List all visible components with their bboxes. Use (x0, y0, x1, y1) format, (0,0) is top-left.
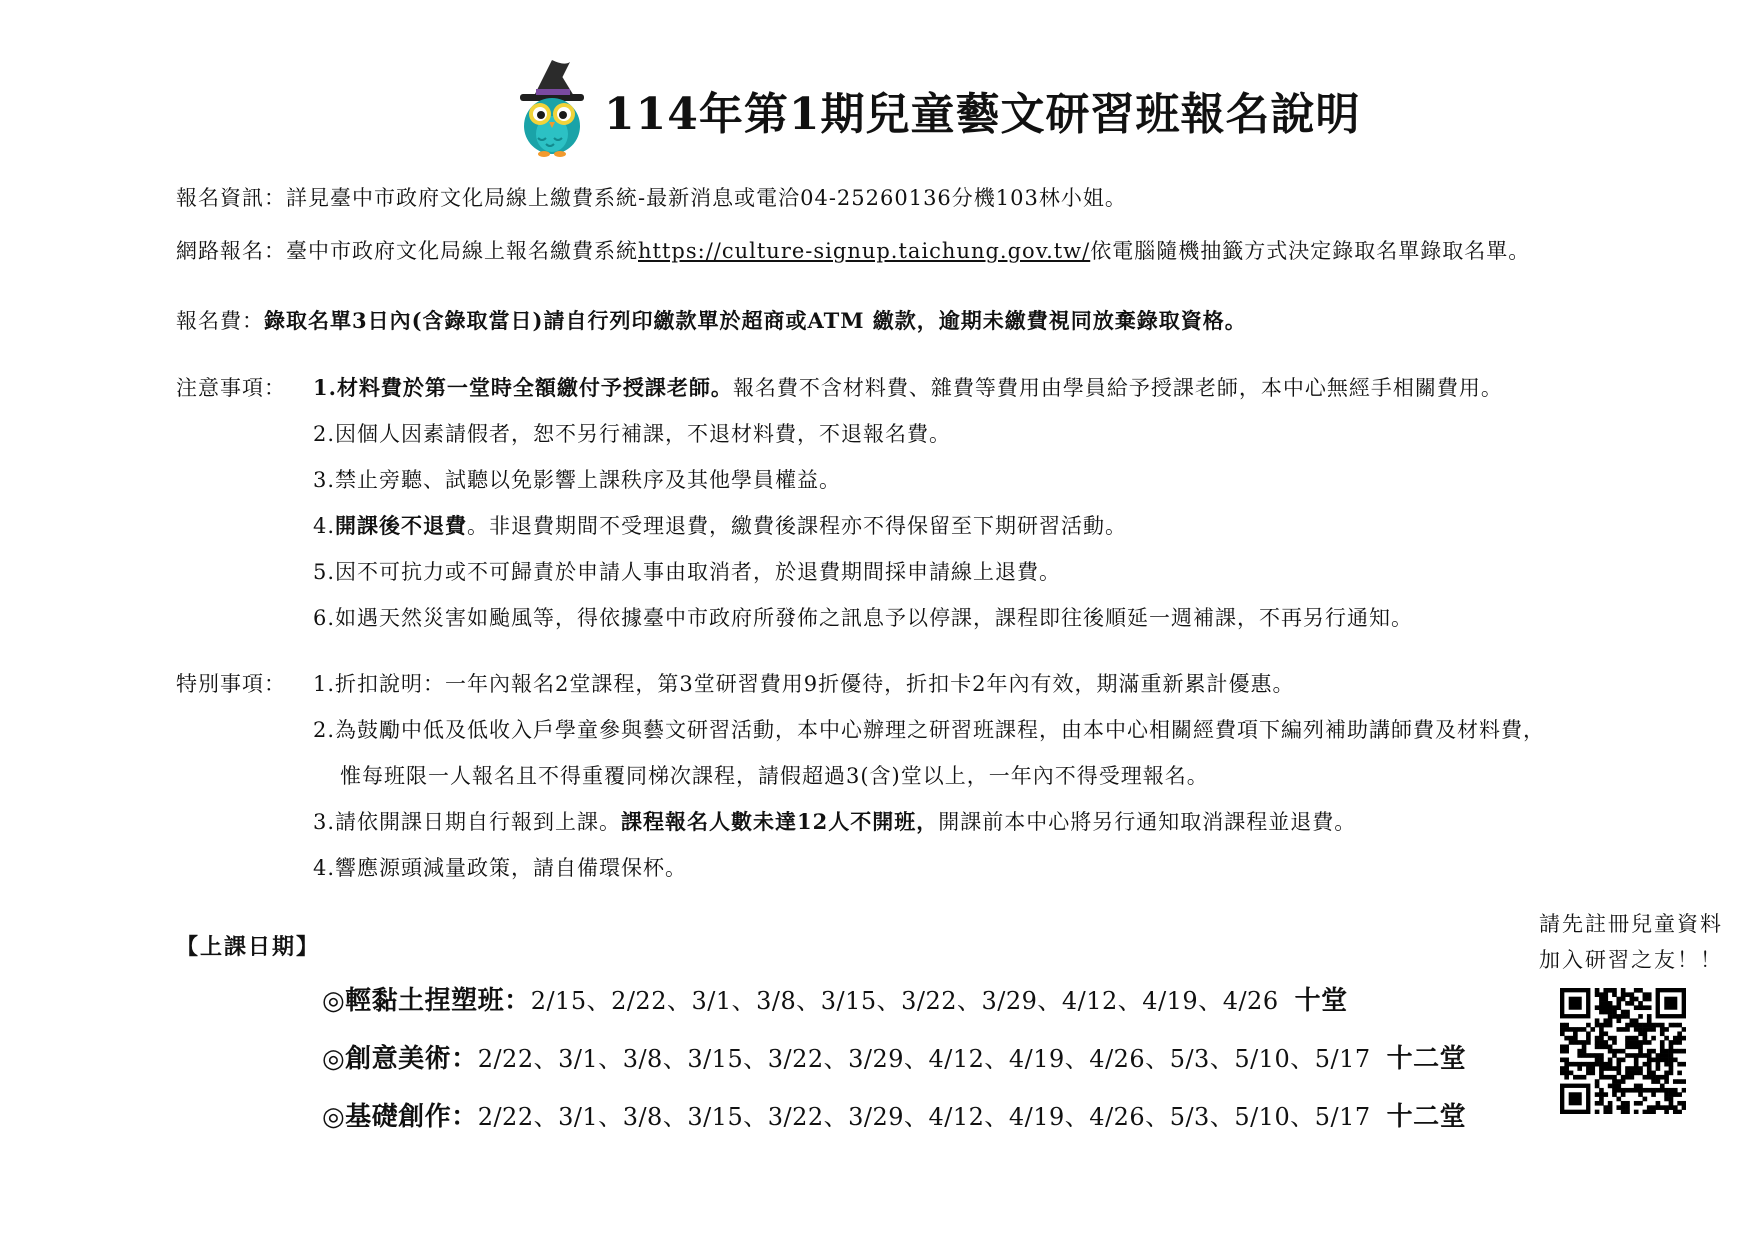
special-text: 響應源頭減量政策，請自備環保杯。 (335, 856, 688, 880)
course-dates: 2/15、2/22、3/1、3/8、3/15、3/22、3/29、4/12、4/19、4/26 (530, 987, 1279, 1015)
note-text: 因不可抗力或不可歸責於申請人事由取消者，於退費期間採申請線上退費。 (335, 560, 1062, 584)
notes-label: 注意事項： (176, 376, 286, 400)
special-text-post: 開課前本中心將另行通知取消課程並退費。 (938, 810, 1357, 834)
note-item-1 (313, 372, 1503, 402)
special-num: 3. (313, 810, 336, 834)
online-line (176, 235, 1530, 265)
course-count: 十堂 (1294, 986, 1348, 1016)
special-text: 為鼓勵中低及低收入戶學童參與藝文研習活動，本中心辦理之研習班課程，由本中心相關經費項下編列補助講師費及材料費， (335, 718, 1546, 742)
title-row (512, 58, 1360, 162)
fee-text: 錄取名單3日內(含錄取當日)請自行列印繳款單於超商或ATM 繳款，逾期未繳費視同放棄錄取資格。 (264, 308, 1247, 333)
note-text: 禁止旁聽、試聽以免影響上課秩序及其他學員權益。 (335, 468, 842, 492)
course-dates: 2/22、3/1、3/8、3/15、3/22、3/29、4/12、4/19、4/26、5/3、5/10、5/17 (477, 1103, 1371, 1131)
note-num: 3. (313, 468, 336, 492)
online-label: 網路報名： (176, 239, 286, 263)
note-num: 5. (313, 560, 336, 584)
online-pre: 臺中市政府文化局線上報名繳費系統 (286, 239, 638, 263)
fee-line (176, 305, 1247, 335)
course-name: ◎輕黏土捏塑班： (322, 986, 531, 1016)
page-title: 114年第1期兒童藝文研習班報名說明 (604, 89, 1361, 140)
note-num: 2. (313, 422, 336, 446)
special-text: 折扣說明：一年內報名2堂課程，第3堂研習費用9折優待，折扣卡2年內有效，期滿重新累計優惠。 (335, 672, 1295, 696)
signup-link[interactable]: https://culture-signup.taichung.gov.tw/ (638, 239, 1091, 263)
note-text: 報名費不含材料費、雜費等費用由學員給予授課老師，本中心無經手相關費用。 (732, 376, 1503, 400)
special-item-1 (313, 668, 1295, 698)
course-name: ◎基礎創作： (322, 1102, 478, 1132)
special-item-2 (313, 714, 1545, 744)
info-text: 詳見臺中市政府文化局線上繳費系統-最新消息或電洽04-25260136分機103林小姐。 (286, 186, 1127, 210)
course-row (322, 1038, 1466, 1075)
fee-label: 報名費： (176, 309, 264, 333)
schedule-heading: 【上課日期】 (176, 934, 321, 960)
note-item-4 (313, 510, 1127, 540)
course-row (322, 1096, 1466, 1133)
course-name: ◎創意美術： (322, 1044, 478, 1074)
note-item-3 (313, 464, 841, 494)
note-num: 1. (313, 375, 337, 400)
course-count: 十二堂 (1386, 1102, 1467, 1132)
note-text: 如遇天然災害如颱風等，得依據臺中市政府所發佈之訊息予以停課，課程即往後順延一週補課，不再另行通知。 (335, 606, 1414, 630)
qr-code-icon[interactable] (1560, 988, 1686, 1118)
course-count: 十二堂 (1386, 1044, 1467, 1074)
note-text: 因個人因素請假者，恕不另行補課，不退材料費，不退報名費。 (335, 422, 952, 446)
note-item-6 (313, 602, 1413, 632)
side-note-line-1: 請先註冊兒童資料 (1539, 912, 1723, 936)
course-row (322, 980, 1348, 1017)
special-text: 惟每班限一人報名且不得重覆同梯次課程，請假超過3(含)堂以上，一年內不得受理報名。 (340, 764, 1209, 788)
special-num: 4. (313, 856, 336, 880)
note-item-5 (313, 556, 1061, 586)
special-item-4 (313, 852, 687, 882)
note-num: 4. (313, 514, 336, 538)
note-bold: 開課後不退費 (335, 513, 468, 538)
note-text: 。非退費期間不受理退費，繳費後課程亦不得保留至下期研習活動。 (467, 514, 1128, 538)
info-line (176, 182, 1127, 212)
special-num: 1. (313, 672, 336, 696)
course-dates: 2/22、3/1、3/8、3/15、3/22、3/29、4/12、4/19、4/26、5/3、5/10、5/17 (477, 1045, 1371, 1073)
special-label: 特別事項： (176, 672, 286, 696)
special-item-3 (313, 806, 1356, 836)
note-item-2 (313, 418, 951, 448)
info-label: 報名資訊： (176, 186, 286, 210)
special-num: 2. (313, 718, 336, 742)
side-note-line-2: 加入研習之友！！ (1539, 948, 1723, 972)
special-item-2-cont (340, 760, 1209, 790)
special-bold: 課程報名人數未達12人不開班， (621, 809, 939, 834)
note-num: 6. (313, 606, 336, 630)
owl-witch-hat-icon (512, 58, 590, 162)
note-bold: 材料費於第一堂時全額繳付予授課老師。 (336, 375, 733, 400)
online-post: 依電腦隨機抽籤方式決定錄取名單錄取名單。 (1090, 239, 1531, 263)
special-text: 請依開課日期自行報到上課。 (335, 810, 622, 834)
